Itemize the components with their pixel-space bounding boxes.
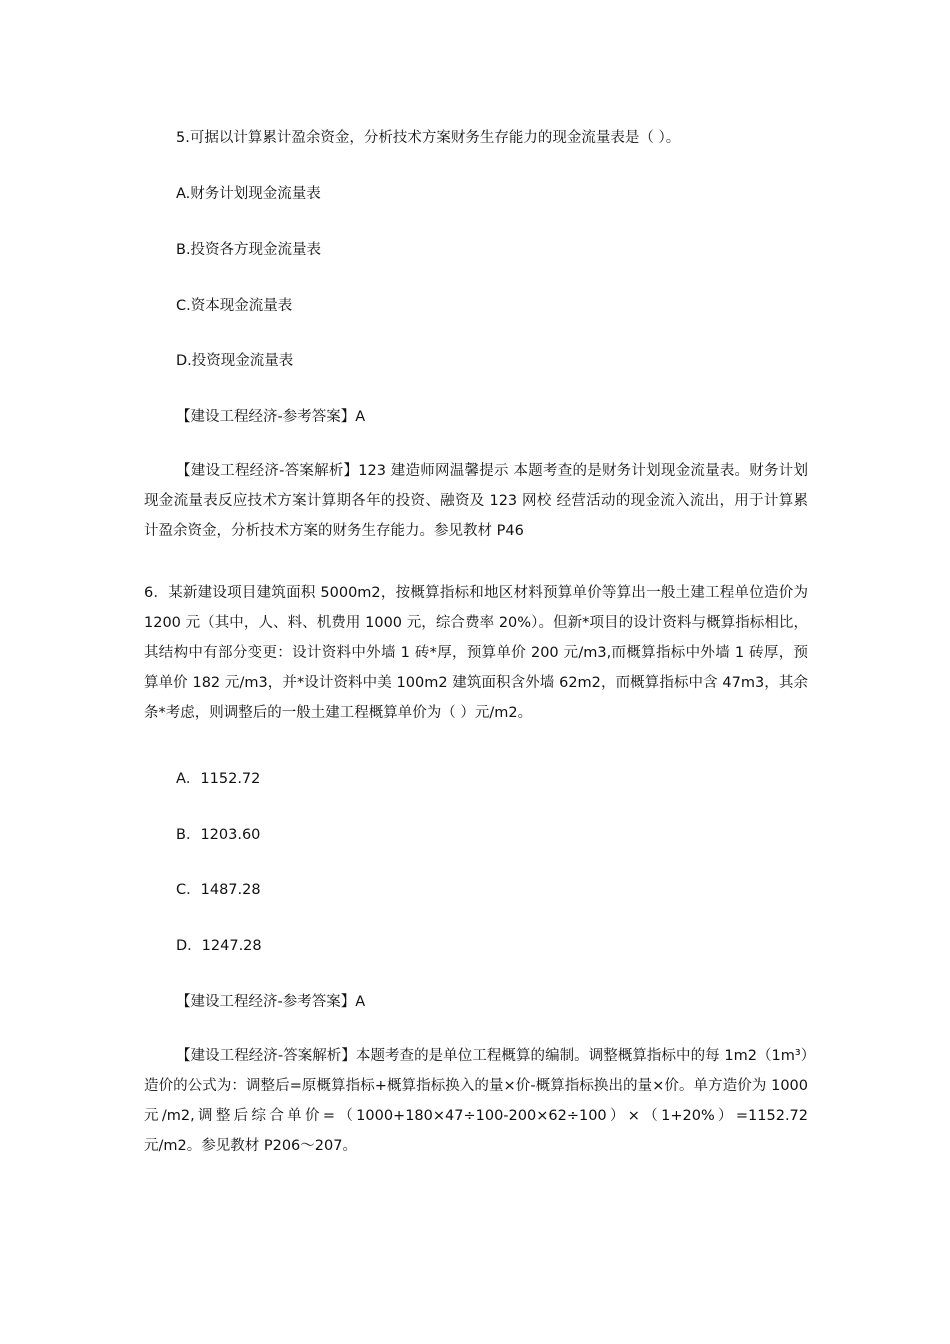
question-6-option-d: D．1247.28 xyxy=(176,938,262,954)
question-5-analysis-text: 【建设工程经济-答案解析】123 建造师网温馨提示 本题考查的是财务计划现金流量表。财务计划现金流量表反应技术方案计算期各年的投资、融资及 123 网校 经营活动的现金流入流出，用于计算累计盈余资金，分析技术方案的财务生存能力。参见教材 P46 xyxy=(144,463,808,539)
question-6-option-c: C．1487.28 xyxy=(176,882,261,898)
question-5-analysis xyxy=(144,456,808,546)
question-6-analysis xyxy=(144,1041,808,1161)
question-5-text: 5.可据以计算累计盈余资金，分析技术方案财务生存能力的现金流量表是（ ）。 xyxy=(176,130,681,146)
question-5-option-c: C.资本现金流量表 xyxy=(176,298,293,314)
question-6-option-a: A．1152.72 xyxy=(176,771,261,787)
question-6-answer: 【建设工程经济-参考答案】A xyxy=(176,994,366,1010)
question-5-option-a: A.财务计划现金流量表 xyxy=(176,186,321,202)
question-6-option-b: B．1203.60 xyxy=(176,827,261,843)
question-6-text: 6．某新建设项目建筑面积 5000m2，按概算指标和地区材料预算单价等算出一般土建工程单位造价为 1200 元（其中，人、料、机费用 1000 元，综合费率 20%）。但新*项目的设计资料与概算指标相比，其结构中有部分变更：设计资料中外墙 1 砖*厚，预算单价 200 元/m3,而概算指标中外墙 1 砖厚，预算单价 182 元/m3，并*设计资料中美 100m2 建筑面积含外墙 62m2，而概算指标中含 47m3，其余条*考虑，则调整后的一般土建工程概算单价为（ ）元/m2。 xyxy=(144,585,808,721)
question-5-option-b: B.投资各方现金流量表 xyxy=(176,242,322,258)
question-6-analysis-text: 【建设工程经济-答案解析】本题考查的是单位工程概算的编制。调整概算指标中的每 1m2（1m³）造价的公式为：调整后=原概算指标+概算指标换入的量×价-概算指标换出的量×价。单方造价为 1000 元/m2,调整后综合单价=（1000+180×47÷100-200×62÷100）×（1+20%）=1152.72 元/m2。参见教材 P206～207。 xyxy=(144,1048,808,1154)
question-5-answer: 【建设工程经济-参考答案】A xyxy=(176,409,366,425)
question-5-option-d: D.投资现金流量表 xyxy=(176,353,294,369)
question-6-block xyxy=(144,578,808,728)
